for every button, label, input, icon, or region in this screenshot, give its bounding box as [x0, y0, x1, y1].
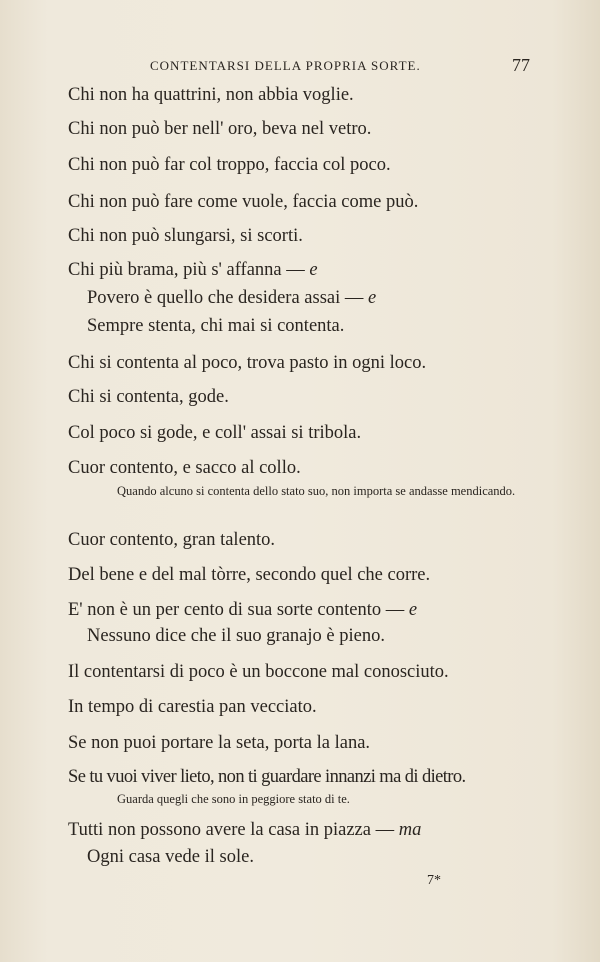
proverb-line: Chi non ha quattrini, non abbia voglie. — [68, 85, 354, 105]
proverb-line: Chi non può far col troppo, faccia col poco. — [68, 155, 391, 175]
proverb-line: Chi non può fare come vuole, faccia come può. — [68, 192, 419, 212]
proverb-line: Chi si contenta al poco, trova pasto in ogni loco. — [68, 353, 427, 373]
proverb-line: Cuor contento, gran talento. — [68, 530, 276, 550]
proverb-line: Il contentarsi di poco è un boccone mal conosciuto. — [68, 662, 449, 682]
footnote: Quando alcuno si contenta dello stato suo, non importa se andasse mendicando. — [117, 484, 516, 498]
proverb-line: Del bene e del mal tòrre, secondo quel che corre. — [68, 565, 431, 585]
proverb-line: Sempre stenta, chi mai si contenta. — [87, 316, 345, 336]
proverb-line: E' non è un per cento di sua sorte contento — e — [68, 600, 418, 620]
proverb-line: Chi più brama, più s' affanna — e — [68, 260, 318, 280]
proverb-line: Se tu vuoi viver lieto, non ti guardare innanzi ma di dietro. — [68, 767, 466, 787]
conjunction: e — [368, 288, 377, 308]
proverb-line: Cuor contento, e sacco al collo. — [68, 458, 301, 478]
footnote: Guarda quegli che sono in peggiore stato di te. — [117, 792, 350, 806]
proverb-line: Se non puoi portare la seta, porta la lana. — [68, 733, 371, 753]
conjunction: e — [408, 600, 418, 620]
proverb-line: Chi non può slungarsi, si scorti. — [68, 226, 303, 246]
proverb-line: Chi non può ber nell' oro, beva nel vetro. — [68, 119, 372, 139]
header-title: CONTENTARSI DELLA PROPRIA SORTE. — [150, 58, 421, 73]
proverb-line: Chi si contenta, gode. — [68, 387, 229, 407]
proverb-line: Nessuno dice che il suo granajo è pieno. — [87, 626, 385, 646]
proverb-line: Ogni casa vede il sole. — [87, 847, 254, 867]
proverb-line: Col poco si gode, e coll' assai si tribola. — [68, 423, 362, 443]
signature-mark: 7* — [427, 873, 441, 888]
conjunction: ma — [398, 820, 422, 840]
conjunction: e — [309, 260, 318, 280]
proverb-line: In tempo di carestia pan vecciato. — [68, 697, 317, 717]
proverb-line: Povero è quello che desidera assai — e — [87, 288, 377, 308]
proverb-line: Tutti non possono avere la casa in piazza — ma — [68, 820, 422, 840]
page-number: 77 — [512, 55, 530, 75]
